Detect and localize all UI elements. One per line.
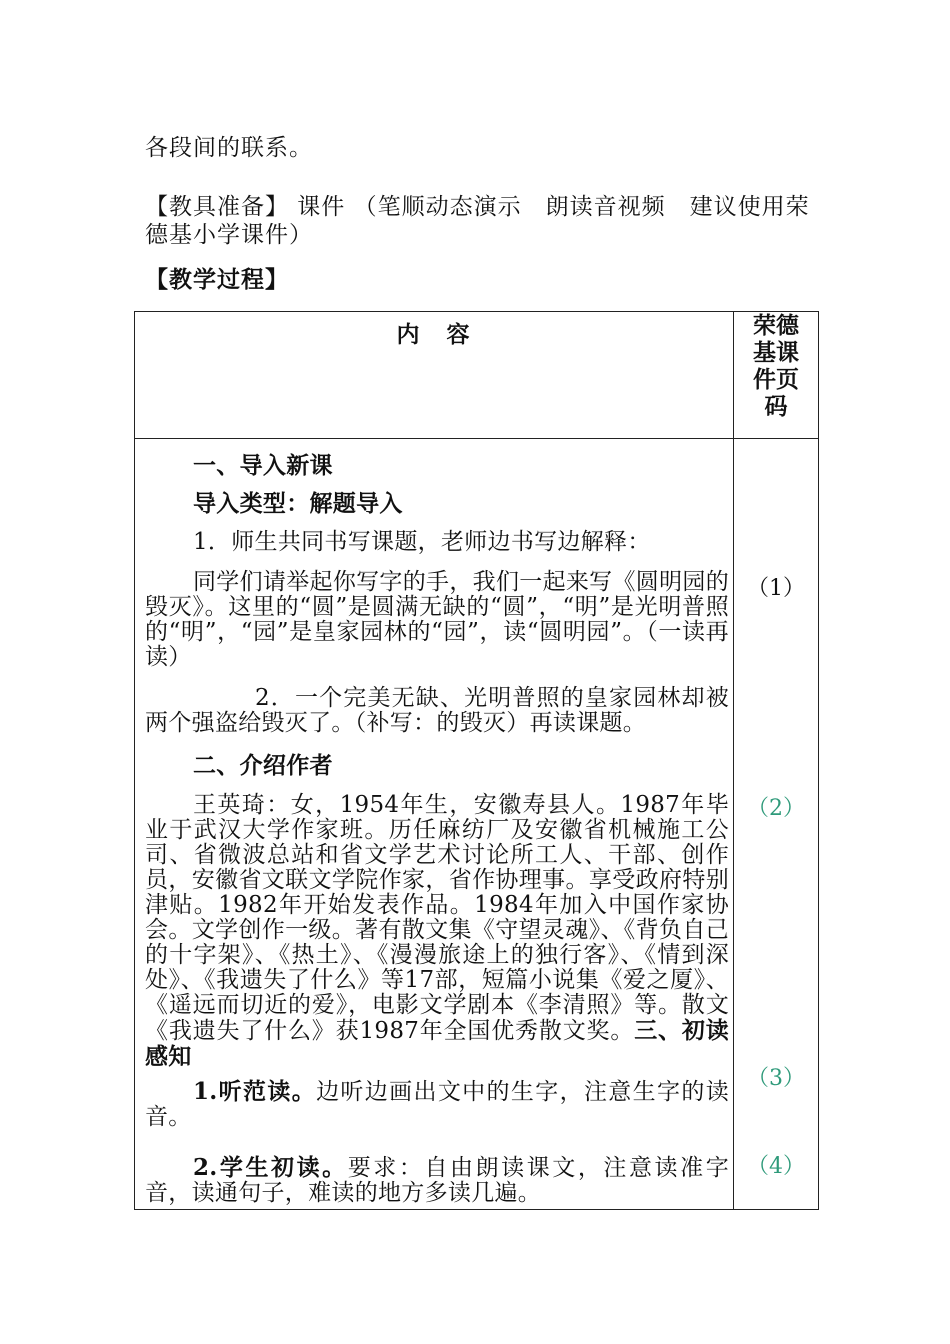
section-1-step-2: 2．一个完美无缺、光明普照的皇家园林却被两个强盗给毁灭了。（补写：的毁灭）再读课题。 — [145, 685, 729, 736]
table-header-row — [135, 312, 819, 439]
materials-line: 【教具准备】 课件 （笔顺动态演示 朗读音视频 建议使用荣德基小学课件） — [145, 194, 810, 248]
content-cell — [135, 439, 734, 1210]
section-2-title: 二、介绍作者 — [193, 752, 333, 779]
section-1-title: 一、导入新课 — [193, 452, 333, 479]
header-page-cell — [734, 312, 819, 439]
section-3-item-2 — [145, 1155, 729, 1206]
item-1-text: 边听边画出文中的生字，注意生字的读音。 — [145, 1079, 729, 1130]
section-1-explanation: 同学们请举起你写字的手，我们一起来写《圆明园的毁灭》。这里的“圆”是圆满无缺的“圆”，“明”是光明普照的“明”，“园”是皇家园林的“园”，读“圆明园”。（一读再读） — [145, 569, 729, 670]
header-content-label: 内 容 — [396, 321, 472, 348]
page-mark-3: （3） — [747, 1066, 805, 1091]
page-mark-1: （1） — [747, 576, 805, 601]
author-bio — [145, 793, 729, 1070]
page-mark-2: （2） — [747, 796, 805, 821]
section-3-item-1 — [145, 1079, 729, 1130]
section-1-type: 导入类型：解题导入 — [193, 490, 403, 517]
item-2-text: 要求：自由朗读课文，注意读准字音，读通句子，难读的地方多读几遍。 — [145, 1155, 729, 1206]
section-3-title: 三、初读感知 — [145, 1017, 729, 1070]
item-1-label: 1.听范读。 — [193, 1078, 317, 1105]
page-mark-cell — [734, 439, 819, 1210]
page-mark-4: （4） — [747, 1154, 805, 1179]
table-body-row — [135, 439, 819, 1210]
lesson-table — [134, 311, 819, 1210]
item-2-label: 2.学生初读。 — [193, 1154, 348, 1181]
process-heading: 【教学过程】 — [145, 266, 289, 293]
author-bio-text: 王英琦：女，1954年生，安徽寿县人。1987年毕业于武汉大学作家班。历任麻纺厂及安徽省机械施工公司、省微波总站和省文学艺术讨论所工人、干部、创作员，安徽省文联文学院作家，省作协理事。享受政府特别津贴。1982年开始发表作品。1984年加入中国作家协会。文学创作一级。著有散文集《守望灵魂》、《背负自己的十字架》、《热土》、《漫漫旅途上的独行客》、《情到深处》、《我遗失了什么》等17部，短篇小说集《爱之厦》、《遥远而切近的爱》，电影文学剧本《李清照》等。散文《我遗失了什么》获1987年全国优秀散文奖。 — [145, 792, 729, 1044]
section-1-step-1: 1．师生共同书写课题，老师边书写边解释： — [193, 529, 651, 555]
header-page-label: 荣德基课件页码 — [753, 312, 799, 420]
header-content-cell — [135, 312, 734, 439]
intro-line: 各段间的联系。 — [145, 135, 313, 161]
